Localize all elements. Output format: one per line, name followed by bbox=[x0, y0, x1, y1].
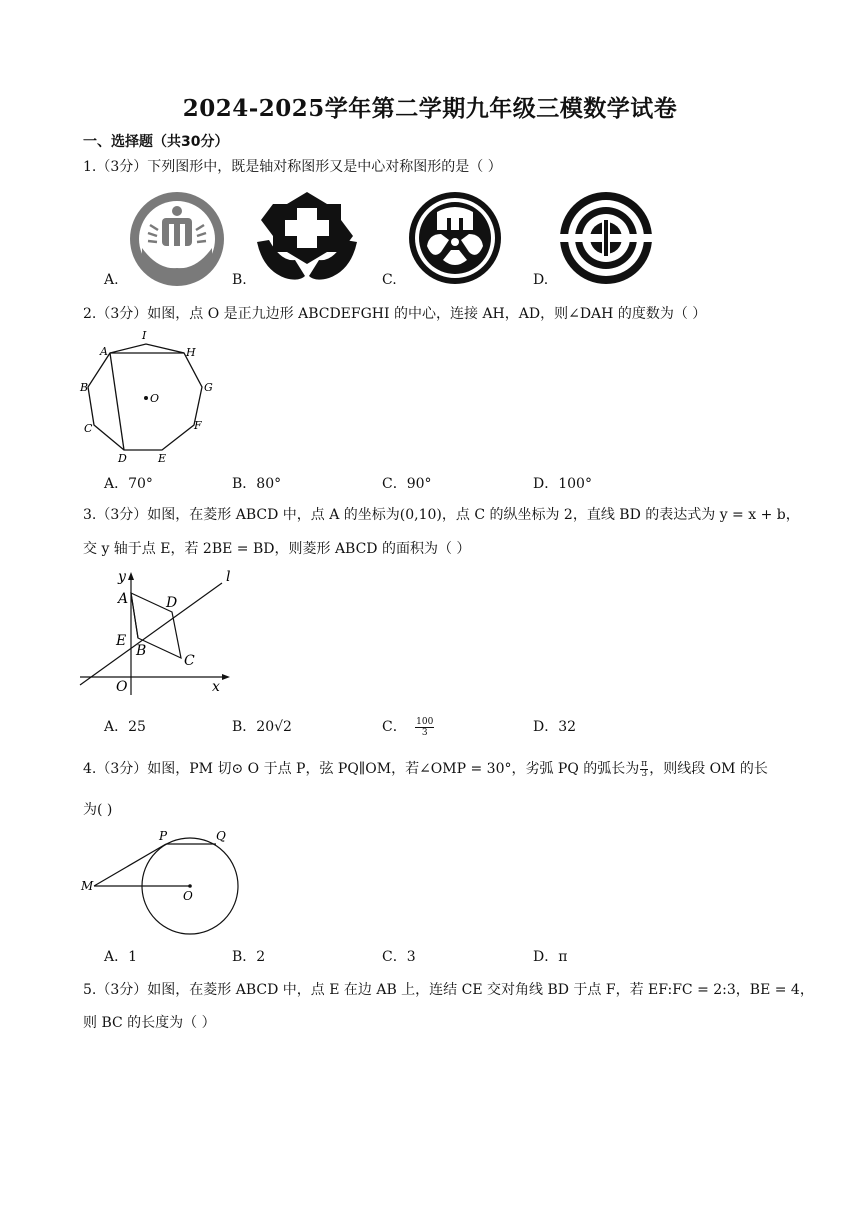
label-e: E bbox=[116, 633, 127, 649]
q2-option-c[interactable]: C．90° bbox=[382, 476, 432, 492]
label-l: l bbox=[226, 569, 231, 585]
label-b: B bbox=[136, 643, 147, 659]
section-heading: 一、选择题（共30分） bbox=[83, 134, 229, 150]
label-c: C bbox=[184, 653, 195, 669]
label-o: O bbox=[150, 392, 160, 405]
question-3-text-line2: 交 y 轴于点 E，若 2BE = BD，则菱形 ABCD 的面积为（ ） bbox=[83, 541, 471, 557]
logo-a-icon bbox=[128, 190, 226, 288]
question-4-text-line2: 为( ) bbox=[83, 802, 113, 818]
label-i: I bbox=[142, 329, 147, 342]
arc-length-fraction bbox=[640, 760, 648, 779]
q1-option-c[interactable]: C. bbox=[382, 272, 397, 288]
q4-text-part1: 4.（3分）如图，PM 切⊙ O 于点 P，弦 PQ∥OM，若∠OMP = 30°，劣弧 PQ 的弧长为 bbox=[83, 761, 640, 777]
q3-option-c[interactable] bbox=[382, 716, 434, 738]
fraction-numerator: 100 bbox=[416, 716, 434, 727]
q3-option-a[interactable]: A．25 bbox=[104, 719, 146, 735]
q3-option-d[interactable]: D．32 bbox=[533, 719, 577, 735]
q4-text-part2: ，则线段 OM 的长 bbox=[649, 761, 768, 777]
label-a: A bbox=[100, 345, 108, 358]
label-d: D bbox=[166, 595, 178, 611]
fraction-numerator: π bbox=[641, 758, 648, 769]
label-x: x bbox=[212, 679, 220, 695]
label-g: G bbox=[204, 381, 213, 394]
q2-option-a[interactable]: A．70° bbox=[104, 476, 153, 492]
rhombus-coordinate-figure bbox=[76, 565, 236, 697]
question-3-text-line1: 3.（3分）如图，在菱形 ABCD 中，点 A 的坐标为(0,10)，点 C 的纵坐标为 2，直线 BD 的表达式为 y = x + b， bbox=[83, 507, 800, 523]
label-h: H bbox=[186, 346, 196, 359]
label-q: Q bbox=[216, 829, 226, 843]
logo-d-icon bbox=[558, 190, 654, 286]
q3-option-b[interactable]: B．20√2 bbox=[232, 719, 292, 735]
q2-option-b[interactable]: B．80° bbox=[232, 476, 282, 492]
label-m: M bbox=[81, 879, 94, 893]
q2-option-d[interactable]: D．100° bbox=[533, 476, 592, 492]
q1-option-b[interactable]: B. bbox=[232, 272, 247, 288]
fraction-denominator: 3 bbox=[641, 768, 648, 779]
q4-option-d[interactable]: D．π bbox=[533, 949, 568, 965]
label-a: A bbox=[118, 591, 129, 607]
q3-option-c-fraction bbox=[415, 717, 434, 738]
exam-title: 2024-2025学年第二学期九年级三模数学试卷 bbox=[182, 95, 678, 122]
q4-option-b[interactable]: B．2 bbox=[232, 949, 266, 965]
question-5-text-line1: 5.（3分）如图，在菱形 ABCD 中，点 E 在边 AB 上，连结 CE 交对角线 BD 于点 F，若 EF:FC = 2:3，BE = 4， bbox=[83, 982, 814, 998]
label-o: O bbox=[183, 889, 193, 903]
logo-b-icon bbox=[255, 190, 359, 288]
q4-option-c[interactable]: C．3 bbox=[382, 949, 416, 965]
q4-option-a[interactable]: A．1 bbox=[104, 949, 138, 965]
question-4-text-line1 bbox=[83, 759, 768, 779]
label-y: y bbox=[118, 569, 126, 585]
question-1-text: 1.（3分）下列图形中，既是轴对称图形又是中心对称图形的是（ ） bbox=[83, 159, 502, 175]
nonagon-figure bbox=[76, 328, 226, 464]
label-c: C bbox=[84, 422, 93, 435]
label-d: D bbox=[118, 452, 127, 464]
question-5-text-line2: 则 BC 的长度为（ ） bbox=[83, 1015, 216, 1031]
circle-tangent-figure bbox=[76, 826, 246, 938]
label-o: O bbox=[116, 679, 128, 695]
q1-option-a[interactable]: A. bbox=[104, 272, 119, 288]
logo-c-icon bbox=[407, 190, 503, 286]
question-2-text: 2.（3分）如图，点 O 是正九边形 ABCDEFGHI 的中心，连接 AH，AD，则∠DAH 的度数为（ ） bbox=[83, 306, 707, 322]
label-f: F bbox=[194, 419, 202, 432]
label-p: P bbox=[159, 829, 168, 843]
label-e: E bbox=[158, 452, 167, 464]
fraction-denominator: 3 bbox=[421, 727, 428, 738]
q1-option-d[interactable]: D. bbox=[533, 272, 549, 288]
q3-option-c-label: C． bbox=[382, 719, 407, 735]
label-b: B bbox=[80, 381, 89, 394]
